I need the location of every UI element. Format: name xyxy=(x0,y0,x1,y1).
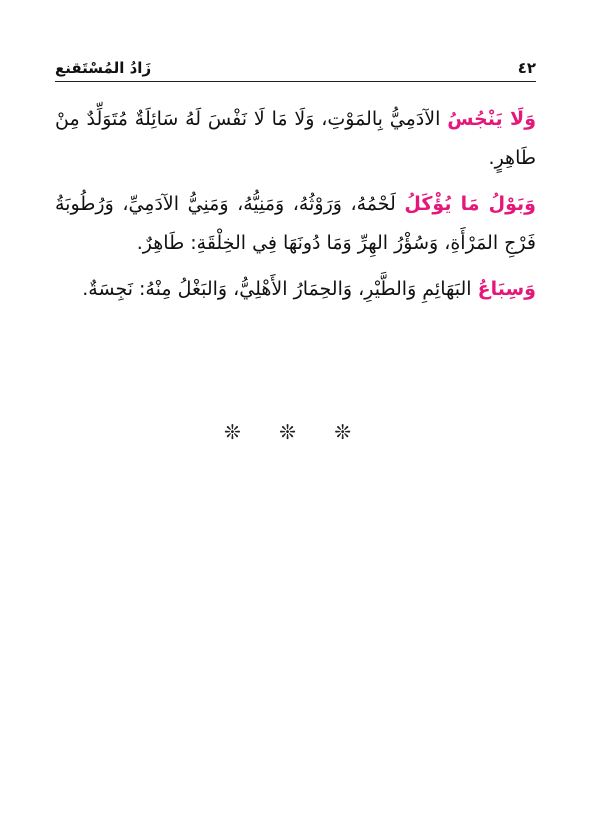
paragraph-3 xyxy=(55,270,536,309)
paragraph-2 xyxy=(55,185,536,262)
paragraph-body: لَحْمُهُ، وَرَوْثُهُ، وَمَنِيُّهُ، وَمَنِيُّ الآدَمِيِّ، وَرُطُوبَةُ فَرْجِ المَرْأَةِ، وَسُؤْرُ الهِرِّ وَمَا دُونَهَا فِي الخِلْقَةِ: طَاهِرٌ. xyxy=(55,193,536,254)
section-separator: ❊ ❊ ❊ xyxy=(224,420,367,444)
header-divider xyxy=(55,81,536,82)
book-title: زَادُ المُسْتَقنع xyxy=(55,59,152,77)
paragraph-lead: وَلَا يَنْجُسُ xyxy=(447,108,537,130)
paragraph-body: البَهَائِمِ وَالطَّيْرِ، وَالحِمَارُ الأَهْلِيُّ، وَالبَغْلُ مِنْهُ: نَجِسَةٌ. xyxy=(82,278,478,300)
paragraph-lead: وَسِبَاعُ xyxy=(477,278,536,300)
paragraph-lead: وَبَوْلُ مَا يُؤْكَلُ xyxy=(404,193,536,215)
running-header xyxy=(55,52,536,78)
paragraph-body: الآدَمِيُّ بِالمَوْتِ، وَلَا مَا لَا نَفْسَ لَهُ سَائِلَةٌ مُتَوَلِّدٌ مِنْ طَاهِرٍ. xyxy=(55,108,536,169)
paragraph-1 xyxy=(55,100,536,177)
page-number: ٤٢ xyxy=(517,59,536,77)
main-text xyxy=(55,100,536,317)
